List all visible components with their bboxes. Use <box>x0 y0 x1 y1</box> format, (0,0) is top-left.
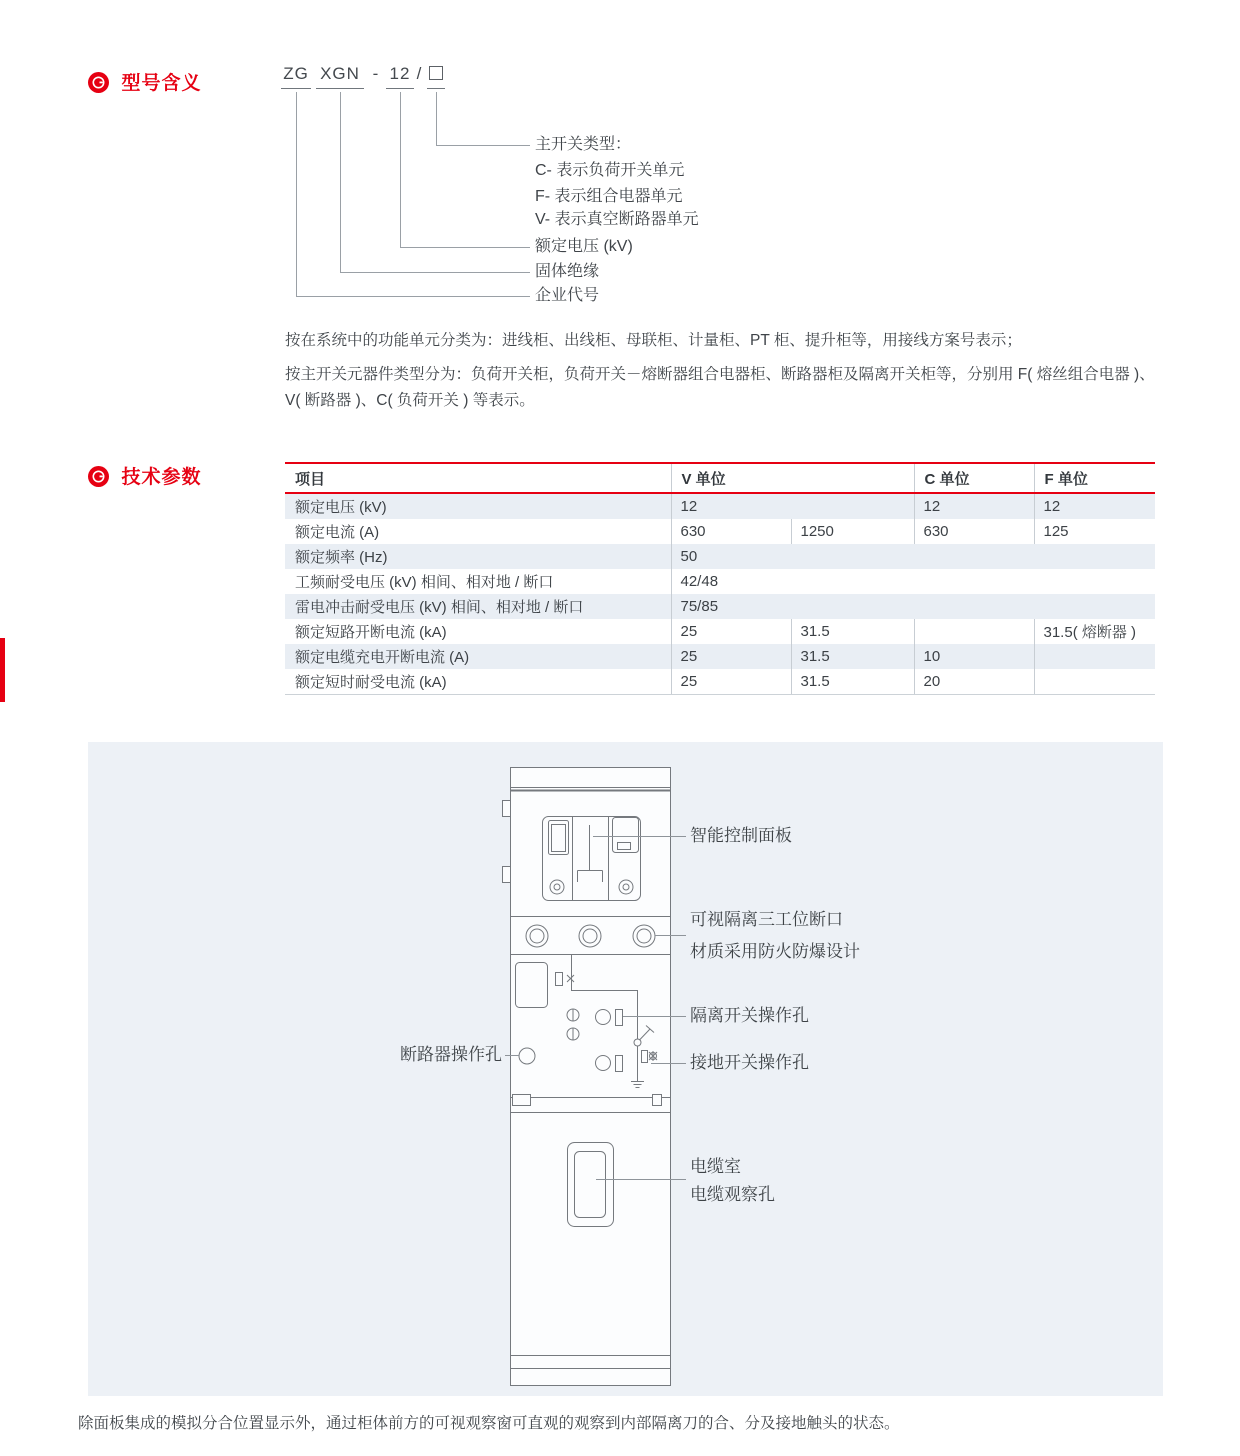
figure-panel <box>88 742 1163 1396</box>
row-value <box>1034 644 1155 669</box>
model-part-12: 12 <box>386 64 414 90</box>
row-value: 42/48 <box>680 573 719 590</box>
label-visible-isolation-break: 可视隔离三工位断口 <box>690 910 843 929</box>
row-value: 31.5 <box>791 669 914 695</box>
row-value: 10 <box>914 644 1034 669</box>
model-part-zg: ZG <box>281 64 311 90</box>
section-bullet-icon <box>88 72 109 93</box>
row-value: 25 <box>680 623 698 640</box>
table-row <box>285 544 1155 569</box>
page-edge-mark <box>0 638 5 702</box>
table-row <box>285 493 1155 519</box>
col-header-v-unit: V 单位 <box>671 463 914 493</box>
table-row <box>285 569 1155 594</box>
bottom-caption: 除面板集成的模拟分合位置显示外，通过柜体前方的可视观察窗可直观的观察到内部隔离刀的合、分及接地触头的状态。 <box>78 1415 900 1432</box>
row-value: 25 <box>671 669 791 695</box>
model-connector-lines <box>280 92 540 302</box>
table-row <box>285 594 1155 619</box>
placeholder-box-icon <box>429 66 443 80</box>
row-label: 雷电冲击耐受电压 (kV) 相间、相对地 / 断口 <box>285 594 671 619</box>
label-earthing-switch-hole: 接地开关操作孔 <box>690 1053 809 1072</box>
model-label-f: F- 表示组合电器单元 <box>535 188 683 205</box>
model-label-company-code: 企业代号 <box>535 287 600 304</box>
row-label: 额定电缆充电开断电流 (A) <box>285 644 671 669</box>
model-label-switch-type: 主开关类型： <box>535 136 632 153</box>
col-header-f-unit: F 单位 <box>1034 463 1155 493</box>
table-header-row <box>285 463 1155 493</box>
row-label: 额定频率 (Hz) <box>285 544 671 569</box>
row-value: 12 <box>671 493 914 519</box>
table-row <box>285 669 1155 695</box>
section-model-meaning-header <box>88 68 201 95</box>
row-value: 12 <box>914 493 1034 519</box>
paragraph-switch-types: 按主开关元器件类型分为：负荷开关柜，负荷开关－熔断器组合电器柜、断路器柜及隔离开关柜等，分别用 F( 熔丝组合电器 )、V( 断路器 )、C( 负荷开关 ) 等表示。 <box>285 366 1155 409</box>
model-part-slash: / <box>416 64 423 83</box>
table-row <box>285 519 1155 544</box>
row-value: 630 <box>680 523 706 540</box>
label-isolation-switch-hole: 隔离开关操作孔 <box>690 1006 809 1025</box>
row-value <box>914 619 1034 644</box>
model-part-placeholder-box <box>427 64 445 90</box>
row-value: 630 <box>914 519 1034 544</box>
label-smart-control-panel: 智能控制面板 <box>690 826 792 845</box>
row-label: 额定电流 (A) <box>285 519 671 544</box>
table-row <box>285 644 1155 669</box>
label-breaker-hole: 断路器操作孔 <box>400 1045 502 1064</box>
row-label: 额定电压 (kV) <box>285 493 671 519</box>
params-table-body <box>285 493 1155 695</box>
col-header-c-unit: C 单位 <box>914 463 1034 493</box>
label-cable-window: 电缆观察孔 <box>690 1185 775 1204</box>
section-title: 型号含义 <box>121 73 202 94</box>
section-title: 技术参数 <box>121 467 202 488</box>
label-cable-room: 电缆室 <box>690 1157 741 1176</box>
cabinet-diagram <box>88 742 1163 1396</box>
col-header-item: 项目 <box>285 463 671 493</box>
row-value: 12 <box>1034 493 1155 519</box>
row-label: 额定短路开断电流 (kA) <box>285 619 671 644</box>
section-bullet-icon <box>88 466 109 487</box>
row-value: 31.5 <box>791 619 914 644</box>
row-value: 75/85 <box>671 594 1155 619</box>
model-part-xgn: XGN <box>316 64 364 90</box>
table-row <box>285 619 1155 644</box>
row-value: 1250 <box>791 519 914 544</box>
model-label-v: V- 表示真空断路器单元 <box>535 211 699 228</box>
row-value: 20 <box>914 669 1034 695</box>
model-part-dash: - <box>372 64 380 83</box>
model-label-c: C- 表示负荷开关单元 <box>535 162 685 179</box>
row-value: 50 <box>671 544 1155 569</box>
label-fireproof-material: 材质采用防火防爆设计 <box>690 942 860 961</box>
row-value: 31.5( 熔断器 ) <box>1034 619 1155 644</box>
row-value: 31.5 <box>791 644 914 669</box>
model-label-solid-insulation: 固体绝缘 <box>535 263 600 280</box>
row-value <box>1034 669 1155 695</box>
row-label: 工频耐受电压 (kV) 相间、相对地 / 断口 <box>285 569 671 594</box>
paragraph-function-units: 按在系统中的功能单元分类为：进线柜、出线柜、母联柜、计量柜、PT 柜、提升柜等，用接线方案号表示； <box>285 332 1022 349</box>
section-tech-params-header <box>88 462 201 489</box>
row-value: 25 <box>671 644 791 669</box>
row-value: 125 <box>1034 519 1155 544</box>
model-label-rated-voltage: 额定电压 (kV) <box>535 238 633 255</box>
row-label: 额定短时耐受电流 (kA) <box>285 669 671 695</box>
params-table <box>285 462 1155 695</box>
